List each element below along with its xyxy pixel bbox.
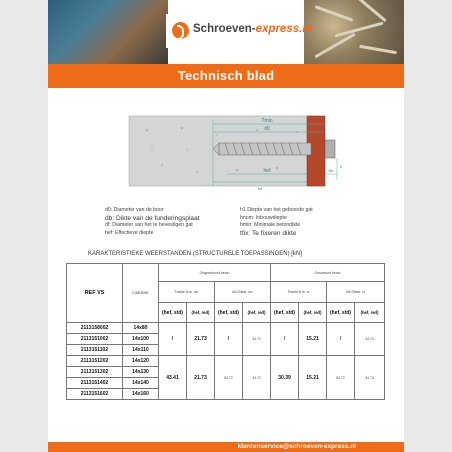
legend-item: d0: Diameter van de boor [105, 207, 164, 213]
header-cracked: Gescheurd beton [271, 264, 385, 282]
row-ref: 2113151402 [67, 378, 123, 389]
sub-hef-red: (hef, red) [299, 303, 327, 323]
row-ref: 2113151202 [67, 356, 123, 367]
row-dim: 14x120 [123, 356, 159, 367]
cell-value: / [327, 323, 355, 356]
legend-left [105, 207, 200, 237]
header-shear-cr: kN Shear, cr [327, 282, 385, 303]
brand-name: Schroeven- [193, 23, 256, 35]
dim-hef: hef [263, 168, 271, 174]
row-dim: 14x80 [123, 323, 159, 334]
header-shear-ucr: kN Shear, ucr [215, 282, 271, 303]
row-dim: 14x160 [123, 389, 159, 400]
dim-tfix: tfix [328, 168, 334, 173]
screw-head [325, 140, 335, 158]
cell-value: 34.74 [355, 356, 385, 400]
cell-value: 21.73 [187, 356, 215, 400]
sub-hef-std: (hef, std) [159, 303, 187, 323]
dim-h: h [339, 164, 343, 169]
row-ref: 2113151602 [67, 389, 123, 400]
row-ref: 2113151302 [67, 367, 123, 378]
cell-value: 15.21 [299, 323, 327, 356]
title-banner [48, 64, 404, 88]
cell-value: 21.73 [187, 323, 215, 356]
sub-hef-std: (hef, std) [327, 303, 355, 323]
row-dim: 14x110 [123, 345, 159, 356]
legend-item: hnom: Inbouwdiepte [240, 214, 287, 221]
anchor-screw [219, 143, 311, 155]
cell-value: 43.41 [159, 356, 187, 400]
cell-value: 53.72 [215, 356, 243, 400]
row-dim: 14x130 [123, 367, 159, 378]
row-ref: 2113151102 [67, 345, 123, 356]
cell-value: 34.74 [355, 323, 385, 356]
sub-hef-red: (hef, red) [187, 303, 215, 323]
legend-item: hmin: Minimale betondikte [240, 222, 301, 229]
header-ref: REF VS [67, 264, 123, 323]
legend-item: hef: Effectieve diepte [105, 229, 154, 236]
sub-hef-std: (hef, std) [215, 303, 243, 323]
legend-right [240, 207, 313, 237]
datasheet-page [48, 0, 404, 452]
row-dim: 14x100 [123, 334, 159, 345]
cell-value: 30.39 [271, 356, 299, 400]
dim-tmin: Tmin [261, 118, 273, 124]
dim-d0: d0 [264, 126, 270, 132]
anchor-diagram [127, 110, 347, 202]
header-uncracked: Ongescheurd beton [159, 264, 271, 282]
table-row [67, 323, 385, 334]
cell-value: / [159, 323, 187, 356]
footer [48, 442, 404, 452]
tools-photo [48, 0, 168, 64]
cell-value: 34.72 [243, 356, 271, 400]
header-trek-ucr: Tractie N rk, ucr [159, 282, 215, 303]
screws-photo [304, 0, 404, 64]
header [48, 0, 404, 64]
cell-value: / [215, 323, 243, 356]
cell-value: 15.21 [299, 356, 327, 400]
page-title: Technisch blad [177, 68, 275, 83]
brand-accent: express.nl [255, 23, 313, 35]
logo-icon [172, 22, 189, 39]
legend-item: tfix: Te fixeren dikte [240, 229, 297, 237]
legend-item: h1 Diepte van het geboorde gat [240, 207, 313, 213]
cell-value: 53.72 [327, 356, 355, 400]
row-ref: 2113158002 [67, 323, 123, 334]
table-row [67, 356, 385, 367]
legend-item: db: Dikte van de funderingsplaat [105, 214, 200, 222]
sub-hef-red: (hef, red) [243, 303, 271, 323]
row-ref: 2113151002 [67, 334, 123, 345]
resistance-table [66, 263, 385, 400]
section-title: KARAKTERISTIEKE WEERSTANDEN (STRUCTURELE TOEPASSINGEN) [kN] [88, 251, 302, 257]
header-dim: DIMENSIE [123, 264, 159, 323]
sub-hef-std: (hef, std) [271, 303, 299, 323]
header-trek-cr: Tractie N rk, cr [271, 282, 327, 303]
legend-item: df: Diameter van het te bevestigen gat [105, 222, 193, 229]
cell-value: 34.74 [243, 323, 271, 356]
footer-email-link[interactable]: klantenservice@schroeven-express.nl [237, 443, 356, 450]
brand-logo [166, 14, 313, 48]
row-dim: 14x140 [123, 378, 159, 389]
sub-hef-red: (hef, red) [355, 303, 385, 323]
dim-h0: h0 [257, 186, 263, 191]
cell-value: / [271, 323, 299, 356]
